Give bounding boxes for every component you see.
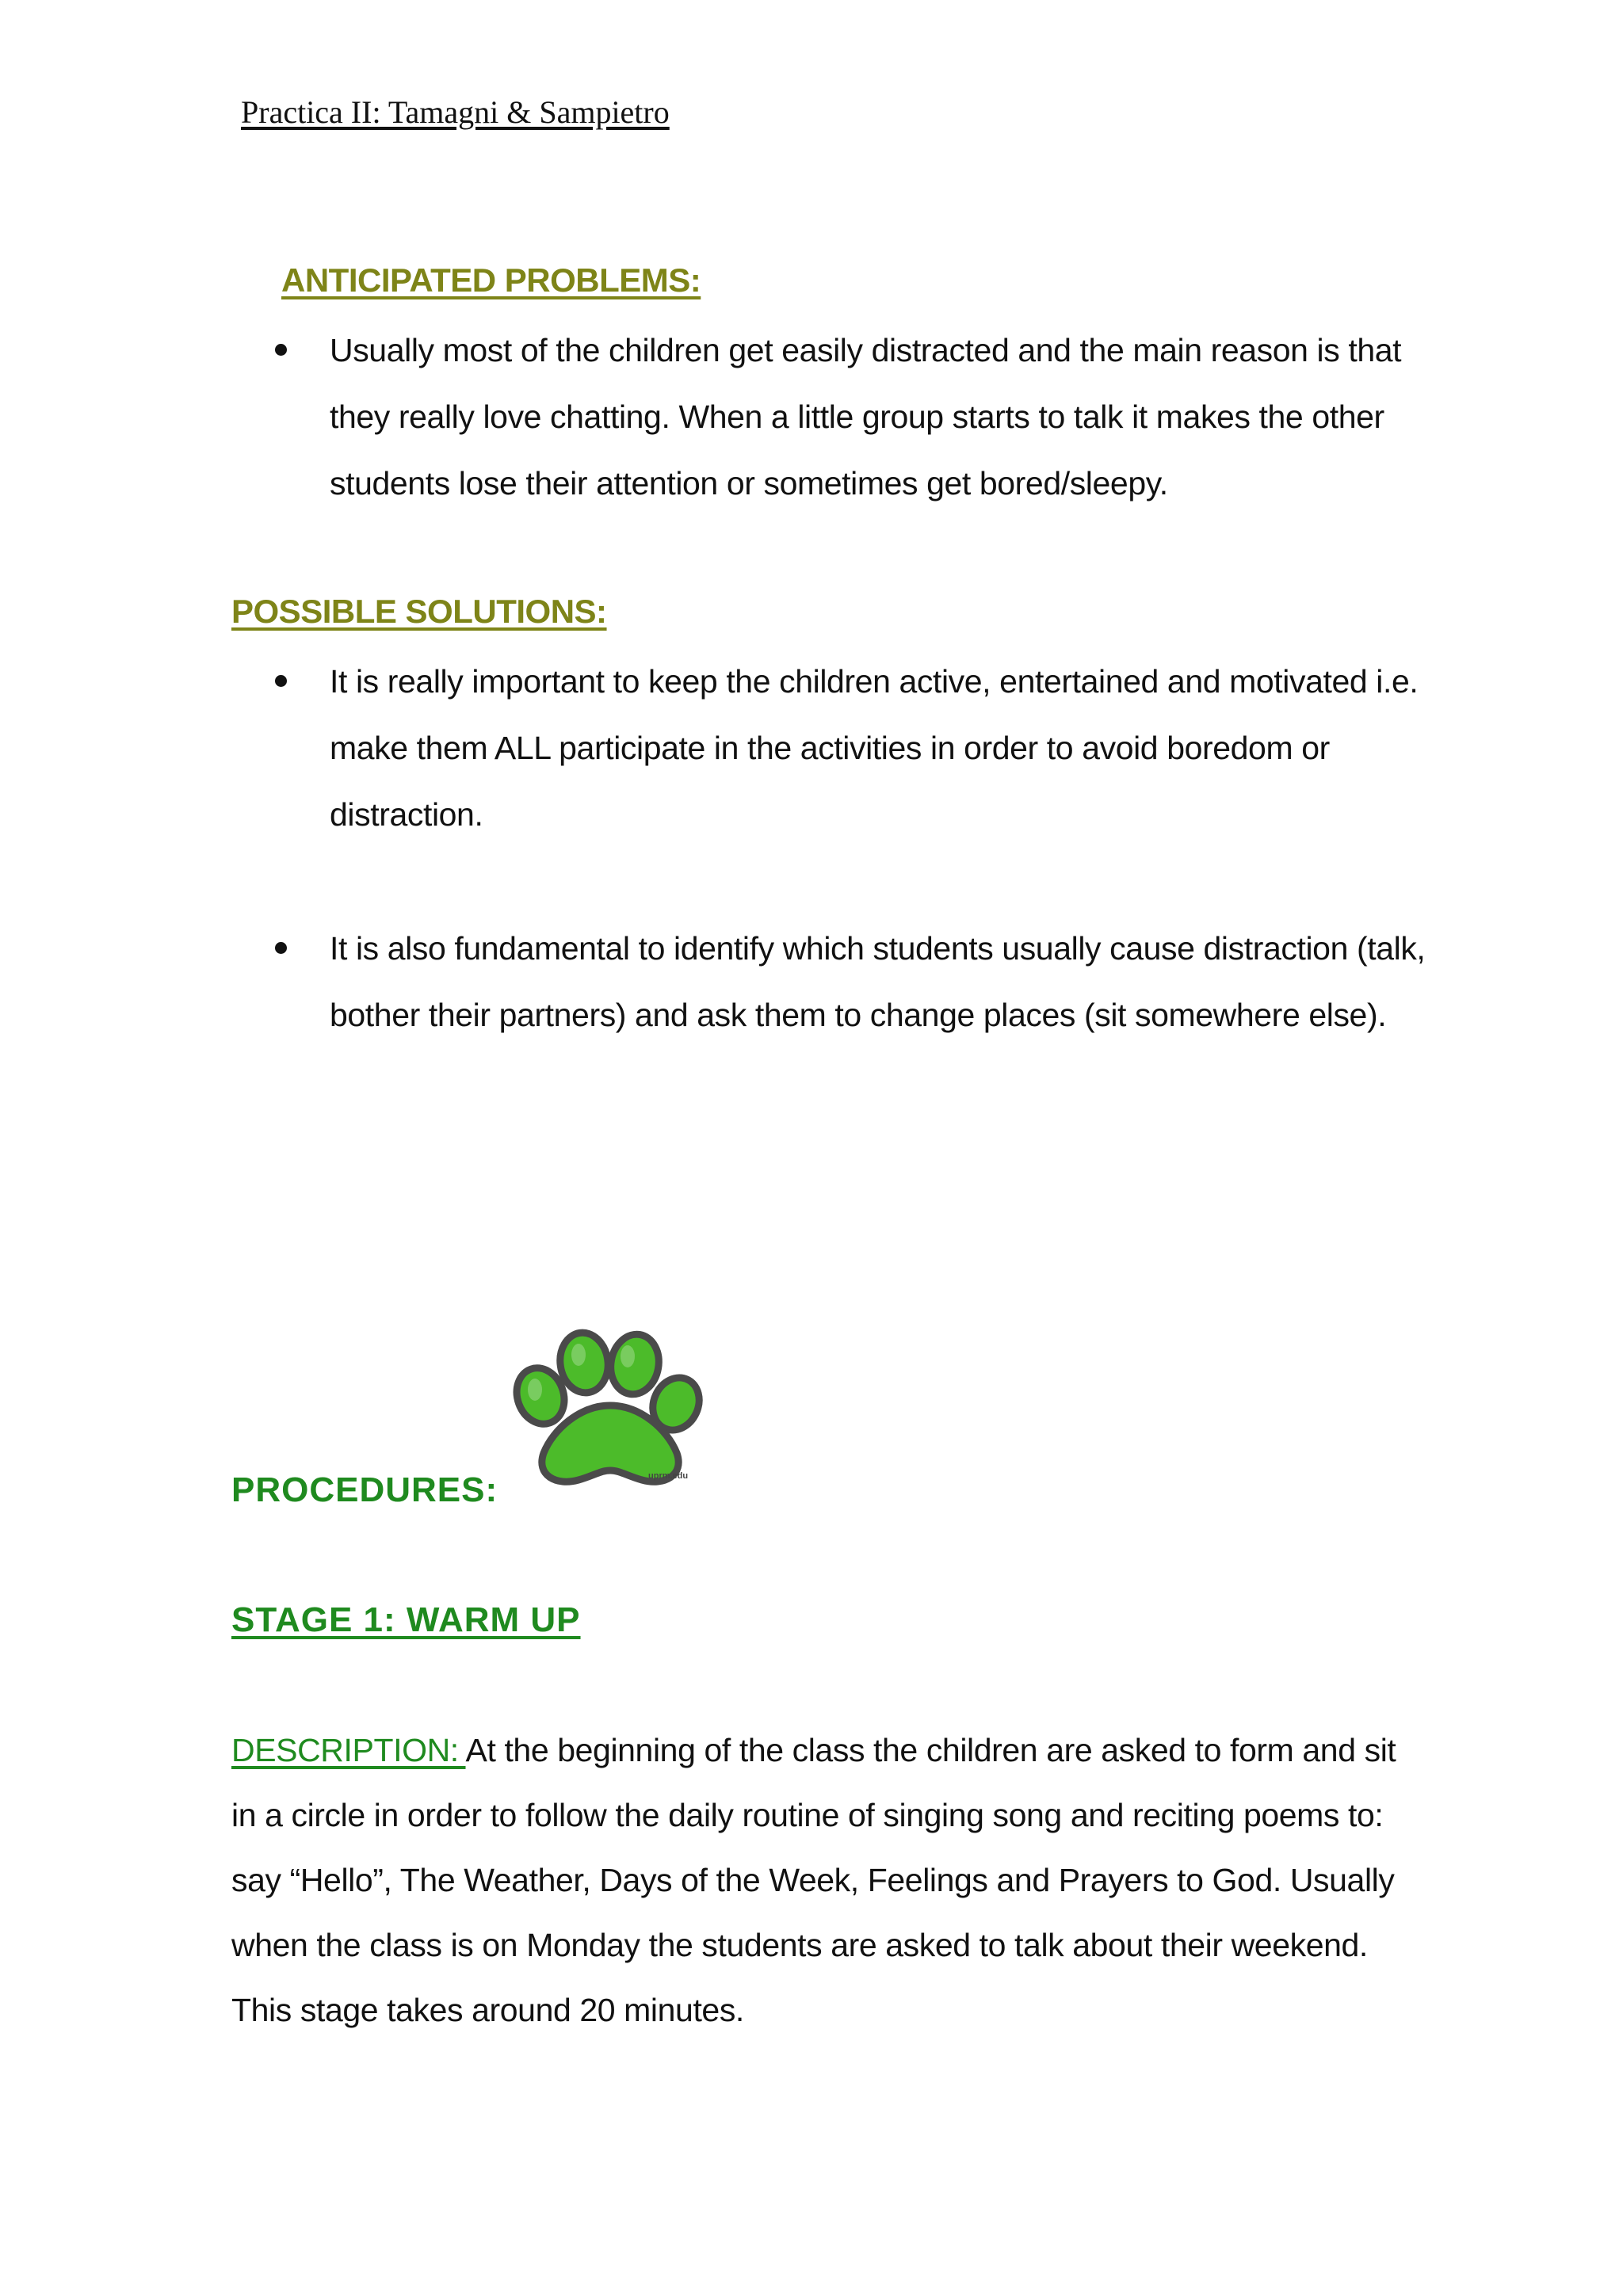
list-item — [285, 317, 1426, 517]
anticipated-problems-heading: ANTICIPATED PROBLEMS: — [281, 261, 701, 299]
paw-print-icon — [507, 1328, 713, 1486]
list-item — [285, 915, 1426, 1048]
description-label: DESCRIPTION: — [231, 1732, 466, 1768]
image-credit: uprm.edu — [648, 1471, 689, 1481]
bullet-icon — [275, 675, 287, 687]
list-item — [285, 648, 1426, 848]
bullet-icon — [275, 344, 287, 356]
stage-1-heading: STAGE 1: WARM UP — [231, 1600, 581, 1639]
solution-text: It is also fundamental to identify which students usually cause distraction (talk, bother their partners) and ask them to change places (sit somewhere else). — [330, 930, 1426, 1033]
bullet-icon — [275, 942, 287, 954]
solution-text: It is really important to keep the children active, entertained and motivated i.e. make them ALL participate in the activities in order to avoid boredom or distraction. — [330, 663, 1419, 833]
page-header: Practica II: Tamagni & Sampietro — [241, 94, 670, 130]
description-text: At the beginning of the class the children are asked to form and sit in a circle in order to follow the daily routine of singing song and reciting poems to: say “Hello”, The Weather, Days of the Week, Feelings and Prayers to God. Usually when the class is on Monday the students are asked to talk about their weekend. This stage takes around 20 minutes. — [231, 1732, 1396, 2028]
possible-solutions-heading: POSSIBLE SOLUTIONS: — [231, 593, 607, 630]
anticipated-problem-text: Usually most of the children get easily distracted and the main reason is that they really love chatting. When a little group starts to talk it makes the other students lose their attention or sometimes get bored/sleepy. — [330, 332, 1402, 502]
stage-1-description — [231, 1718, 1396, 2042]
procedures-heading: PROCEDURES: — [231, 1470, 498, 1509]
